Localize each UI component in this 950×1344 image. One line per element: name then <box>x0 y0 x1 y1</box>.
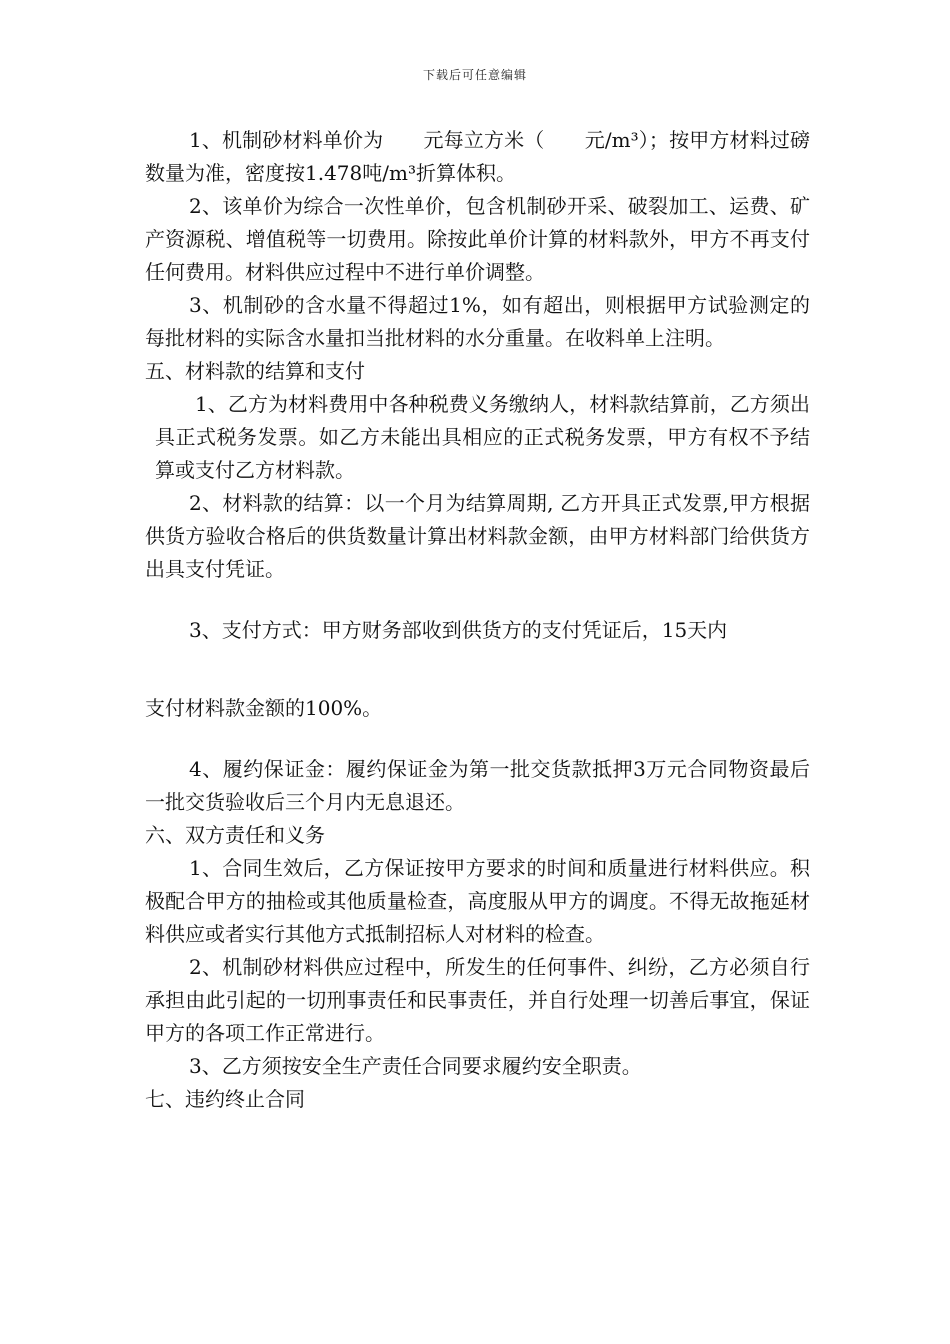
clause-liability: 2、机制砂材料供应过程中，所发生的任何事件、纠纷，乙方必须自行承担由此引起的一切刑事责任和民事责任，并自行处理一切善后事宜，保证甲方的各项工作正常进行。 <box>145 955 810 1045</box>
clause-settlement: 2、材料款的结算：以一个月为结算周期, 乙方开具正式发票,甲方根据供货方验收合格后的供货数量计算出材料款金额，由甲方材料部门给供货方出具支付凭证。 <box>145 491 810 581</box>
section-heading-settlement: 五、材料款的结算和支付 <box>145 359 365 383</box>
section-heading-termination: 七、违约终止合同 <box>145 1087 305 1111</box>
clause-payment-method: 3、支付方式：甲方财务部收到供货方的支付凭证后，15天内 <box>189 618 728 642</box>
clause-price-composition: 2、该单价为综合一次性单价，包含机制砂开采、破裂加工、运费、矿产资源税、增值税等一切费用。除按此单价计算的材料款外，甲方不再支付任何费用。材料供应过程中不进行单价调整。 <box>145 194 810 284</box>
page-header: 下载后可任意编辑 <box>422 68 527 82</box>
clause-supply-obligation: 1、合同生效后，乙方保证按甲方要求的时间和质量进行材料供应。积极配合甲方的抽检或其他质量检查，高度服从甲方的调度。不得无故拖延材料供应或者实行其他方式抵制招标人对材料的检查。 <box>145 856 810 946</box>
clause-unit-price: 1、机制砂材料单价为 元每立方米（ 元/m³）；按甲方材料过磅数量为准，密度按1.478吨/m³折算体积。 <box>145 128 810 185</box>
clause-payment-method-cont: 支付材料款金额的100%。 <box>145 696 383 720</box>
clause-tax-invoice: 1、乙方为材料费用中各种税费义务缴纳人，材料款结算前，乙方须出具正式税务发票。如乙方未能出具相应的正式税务发票，甲方有权不予结算或支付乙方材料款。 <box>155 392 810 482</box>
document-body <box>145 124 810 1116</box>
clause-safety: 3、乙方须按安全生产责任合同要求履约安全职责。 <box>189 1054 642 1078</box>
section-heading-responsibilities: 六、双方责任和义务 <box>145 823 325 847</box>
clause-performance-bond: 4、履约保证金：履约保证金为第一批交货款抵押3万元合同物资最后一批交货验收后三个月内无息退还。 <box>145 757 810 814</box>
clause-moisture: 3、机制砂的含水量不得超过1%，如有超出，则根据甲方试验测定的每批材料的实际含水量扣当批材料的水分重量。在收料单上注明。 <box>145 293 810 350</box>
